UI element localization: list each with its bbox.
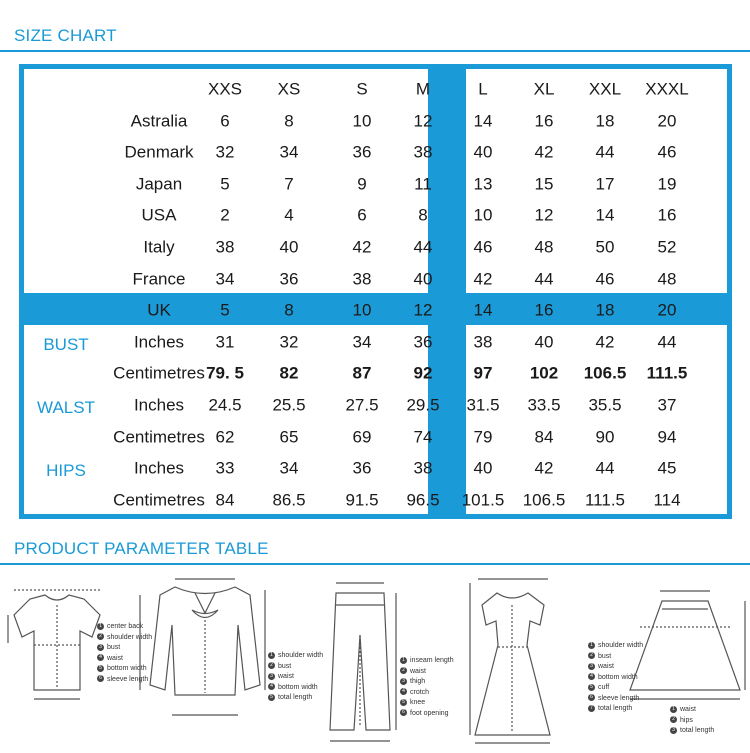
legend-text: sleeve length — [598, 694, 640, 702]
legend-item — [588, 641, 643, 652]
legend-item — [97, 622, 152, 633]
size-value: 38 — [215, 237, 235, 257]
legend-text: waist — [410, 667, 426, 675]
uk-value: 16 — [534, 300, 554, 320]
legend-number-badge: 3 — [268, 673, 275, 680]
legend-text: waist — [107, 654, 123, 662]
size-value: 12 — [413, 111, 433, 131]
measure-value: 87 — [352, 363, 372, 383]
legend-number-badge: 2 — [400, 667, 407, 674]
size-value: 15 — [534, 174, 554, 194]
measure-value: 40 — [473, 458, 493, 478]
legend-number-badge: 5 — [268, 694, 275, 701]
legend-text: bottom width — [107, 665, 147, 672]
legend-text: total length — [680, 727, 715, 734]
measure-value: 84 — [215, 490, 235, 510]
legend-text: shoulder width — [278, 652, 324, 659]
size-value: 42 — [473, 269, 493, 289]
size-value: 5 — [220, 174, 230, 194]
measure-value: 33 — [215, 458, 235, 478]
size-value: 8 — [418, 205, 428, 225]
measure-value: 65 — [279, 427, 299, 447]
size-value: 13 — [473, 174, 493, 194]
size-header-xl: XL — [533, 79, 555, 99]
country-label: France — [132, 269, 186, 289]
legend-number-badge: 1 — [400, 657, 407, 664]
size-value: 34 — [215, 269, 235, 289]
measure-value: 25.5 — [272, 395, 306, 415]
size-header-xxs: XXS — [207, 79, 243, 99]
uk-value: 10 — [352, 300, 372, 320]
measure-value: 94 — [657, 427, 677, 447]
legend-text: thigh — [410, 678, 426, 685]
legend-text: inseam length — [410, 657, 454, 664]
legend-item — [268, 662, 323, 673]
legend-text: cuff — [598, 684, 610, 691]
size-value: 6 — [220, 111, 230, 131]
size-chart-title: SIZE CHART — [14, 26, 117, 45]
measure-value: 92 — [413, 363, 433, 383]
tshirt-drawing — [8, 590, 100, 699]
measure-row-label: Inches — [133, 458, 185, 478]
dress-legend — [588, 641, 643, 715]
legend-number-badge: 4 — [400, 688, 407, 695]
uk-value: 20 — [657, 300, 677, 320]
size-value: 46 — [657, 142, 677, 162]
measure-value: 69 — [352, 427, 372, 447]
country-label: USA — [141, 205, 177, 225]
measure-value: 111.5 — [584, 490, 626, 510]
size-chart-rule — [0, 50, 750, 52]
legend-text: bust — [278, 662, 292, 670]
measure-value: 102 — [529, 363, 559, 383]
measure-value: 34 — [352, 332, 372, 352]
legend-item — [400, 656, 454, 667]
legend-item — [588, 704, 643, 715]
size-value: 42 — [352, 237, 372, 257]
measure-value: 90 — [595, 427, 615, 447]
measure-row-label: Inches — [133, 332, 185, 352]
measure-value: 35.5 — [588, 395, 622, 415]
measure-value: 62 — [215, 427, 235, 447]
measure-value: 42 — [534, 458, 554, 478]
measure-value: 79 — [473, 427, 493, 447]
measure-group-walst: WALST — [37, 398, 95, 417]
legend-item — [588, 662, 643, 673]
legend-text: bottom width — [598, 673, 638, 681]
measure-row-label: Centimetres — [113, 490, 205, 510]
legend-number-badge: 4 — [97, 654, 104, 661]
legend-text: bottom width — [278, 683, 318, 691]
legend-item — [400, 677, 454, 688]
legend-text: bust — [598, 652, 612, 660]
legend-item — [97, 633, 152, 644]
uk-row-highlight — [19, 293, 732, 325]
legend-item — [588, 673, 643, 684]
legend-number-badge: 3 — [400, 678, 407, 685]
legend-item — [588, 652, 643, 663]
measure-value: 97 — [473, 363, 493, 383]
legend-item — [670, 726, 714, 737]
size-header-xxxl: XXXL — [645, 79, 689, 99]
size-value: 44 — [534, 269, 554, 289]
measure-value: 38 — [473, 332, 493, 352]
measure-value: 38 — [413, 458, 433, 478]
measure-value: 101.5 — [461, 490, 505, 510]
blouse-legend — [97, 622, 152, 685]
legend-number-badge: 1 — [268, 652, 275, 659]
measure-value: 82 — [279, 363, 299, 383]
measure-value: 44 — [595, 458, 615, 478]
measure-value: 31 — [215, 332, 235, 352]
legend-number-badge: 1 — [588, 642, 595, 649]
legend-item — [400, 667, 454, 678]
measure-value: 36 — [352, 458, 372, 478]
uk-value: 18 — [595, 300, 615, 320]
measure-value: 106.5 — [522, 490, 566, 510]
size-value: 2 — [220, 205, 230, 225]
legend-number-badge: 1 — [97, 623, 104, 630]
uk-value: 8 — [284, 300, 294, 320]
legend-number-badge: 1 — [670, 706, 677, 713]
legend-item — [268, 651, 323, 662]
size-value: 12 — [534, 205, 554, 225]
legend-text: crotch — [410, 688, 430, 696]
size-value: 44 — [595, 142, 615, 162]
size-value: 42 — [534, 142, 554, 162]
size-value: 34 — [279, 142, 299, 162]
legend-number-badge: 5 — [97, 665, 104, 672]
legend-number-badge: 5 — [400, 699, 407, 706]
legend-number-badge: 4 — [588, 673, 595, 680]
size-value: 4 — [284, 205, 294, 225]
legend-number-badge: 6 — [97, 675, 104, 682]
measure-value: 32 — [279, 332, 299, 352]
legend-item — [400, 688, 454, 699]
size-value: 48 — [657, 269, 677, 289]
measure-value: 96.5 — [406, 490, 440, 510]
size-header-s: S — [356, 79, 368, 99]
legend-text: shoulder width — [107, 633, 153, 641]
measure-value: 106.5 — [583, 363, 627, 383]
legend-text: waist — [680, 706, 696, 713]
legend-text: center back — [107, 623, 144, 630]
country-label: Denmark — [124, 142, 194, 162]
size-value: 14 — [595, 205, 615, 225]
skirt-legend — [670, 705, 714, 737]
size-value: 38 — [413, 142, 433, 162]
measure-row-label: Centimetres — [113, 363, 205, 383]
size-value: 17 — [595, 174, 615, 194]
product-parameter-drawings — [0, 565, 750, 748]
legend-text: shoulder width — [598, 642, 644, 649]
legend-item — [97, 643, 152, 654]
size-value: 11 — [414, 174, 432, 194]
size-value: 46 — [473, 237, 493, 257]
measure-value: 29.5 — [406, 395, 440, 415]
m-size-column-highlight — [428, 69, 466, 514]
legend-number-badge: 2 — [588, 652, 595, 659]
measure-value: 79. 5 — [206, 363, 244, 383]
legend-number-badge: 6 — [400, 709, 407, 716]
size-value: 10 — [352, 111, 372, 131]
legend-number-badge: 6 — [588, 694, 595, 701]
skirt-drawing — [630, 591, 745, 699]
measure-value: 91.5 — [345, 490, 379, 510]
legend-item — [97, 664, 152, 675]
size-value: 36 — [352, 142, 372, 162]
measure-value: 37 — [657, 395, 677, 415]
measure-value: 40 — [534, 332, 554, 352]
size-chart-table — [19, 64, 732, 519]
uk-label: UK — [147, 300, 171, 320]
legend-text: sleeve length — [107, 675, 149, 683]
legend-item — [400, 709, 454, 720]
legend-number-badge: 3 — [588, 663, 595, 670]
trousers-legend — [268, 651, 323, 704]
uk-value: 14 — [473, 300, 493, 320]
legend-text: knee — [410, 699, 426, 706]
legend-item — [670, 716, 714, 727]
country-label: Astralia — [130, 111, 188, 131]
measure-value: 42 — [595, 332, 615, 352]
size-value: 40 — [279, 237, 299, 257]
legend-number-badge: 5 — [588, 684, 595, 691]
measure-value: 45 — [657, 458, 677, 478]
measure-value: 34 — [279, 458, 299, 478]
measure-value: 111.5 — [646, 363, 688, 383]
size-value: 20 — [657, 111, 677, 131]
size-value: 48 — [534, 237, 554, 257]
size-header-l: L — [478, 79, 488, 99]
measure-group-bust: BUST — [43, 334, 89, 354]
size-value: 44 — [413, 237, 433, 257]
size-header-xs: XS — [277, 79, 301, 99]
size-value: 19 — [657, 174, 677, 194]
legend-text: bust — [107, 644, 121, 651]
dress-drawing — [470, 579, 550, 743]
measure-value: 36 — [413, 332, 433, 352]
legend-number-badge: 7 — [588, 705, 595, 712]
legend-number-badge: 3 — [670, 727, 677, 734]
measure-group-hips: HIPS — [46, 461, 86, 481]
size-value: 40 — [413, 269, 433, 289]
pants-measure-legend — [400, 656, 454, 719]
size-value: 7 — [284, 174, 294, 194]
legend-text: waist — [598, 663, 614, 670]
measure-value: 31.5 — [466, 395, 500, 415]
measure-value: 114 — [653, 490, 681, 510]
legend-number-badge: 4 — [268, 683, 275, 690]
legend-text: waist — [278, 673, 294, 680]
size-value: 16 — [657, 205, 677, 225]
legend-item — [588, 683, 643, 694]
measure-value: 44 — [657, 332, 677, 352]
size-header-xxl: XXL — [588, 79, 622, 99]
size-value: 40 — [473, 142, 493, 162]
legend-text: total length — [278, 694, 313, 701]
size-value: 32 — [215, 142, 235, 162]
size-value: 9 — [357, 174, 367, 194]
uk-value: 5 — [220, 300, 230, 320]
size-header-m: M — [415, 79, 431, 99]
legend-item — [670, 705, 714, 716]
legend-item — [588, 694, 643, 705]
legend-number-badge: 2 — [268, 662, 275, 669]
measure-row-label: Centimetres — [113, 427, 205, 447]
size-value: 8 — [284, 111, 294, 131]
measure-value: 86.5 — [272, 490, 306, 510]
measure-row-label: Inches — [133, 395, 185, 415]
measure-value: 84 — [534, 427, 554, 447]
size-value: 52 — [657, 237, 677, 257]
legend-item — [400, 698, 454, 709]
legend-item — [97, 654, 152, 665]
size-value: 50 — [595, 237, 615, 257]
blouse-drawing — [140, 579, 265, 715]
size-chart-inner — [24, 69, 727, 514]
measure-value: 33.5 — [527, 395, 561, 415]
size-value: 46 — [595, 269, 615, 289]
trousers-drawing — [330, 583, 396, 741]
legend-item — [268, 672, 323, 683]
size-value: 36 — [279, 269, 299, 289]
legend-text: total length — [598, 705, 633, 712]
product-parameter-title: PRODUCT PARAMETER TABLE — [14, 539, 269, 558]
measure-value: 24.5 — [208, 395, 242, 415]
measure-value: 74 — [413, 427, 433, 447]
size-value: 38 — [352, 269, 372, 289]
legend-item — [97, 675, 152, 686]
size-value: 6 — [357, 205, 367, 225]
legend-item — [268, 683, 323, 694]
legend-number-badge: 3 — [97, 644, 104, 651]
legend-text: foot opening — [410, 709, 449, 717]
uk-value: 12 — [413, 300, 433, 320]
size-value: 18 — [595, 111, 615, 131]
legend-number-badge: 2 — [670, 716, 677, 723]
size-value: 16 — [534, 111, 554, 131]
size-value: 10 — [473, 205, 493, 225]
country-label: Japan — [135, 174, 183, 194]
measure-value: 27.5 — [345, 395, 379, 415]
legend-item — [268, 693, 323, 704]
legend-text: hips — [680, 716, 693, 724]
legend-number-badge: 2 — [97, 633, 104, 640]
size-value: 14 — [473, 111, 493, 131]
country-label: Italy — [143, 237, 175, 257]
